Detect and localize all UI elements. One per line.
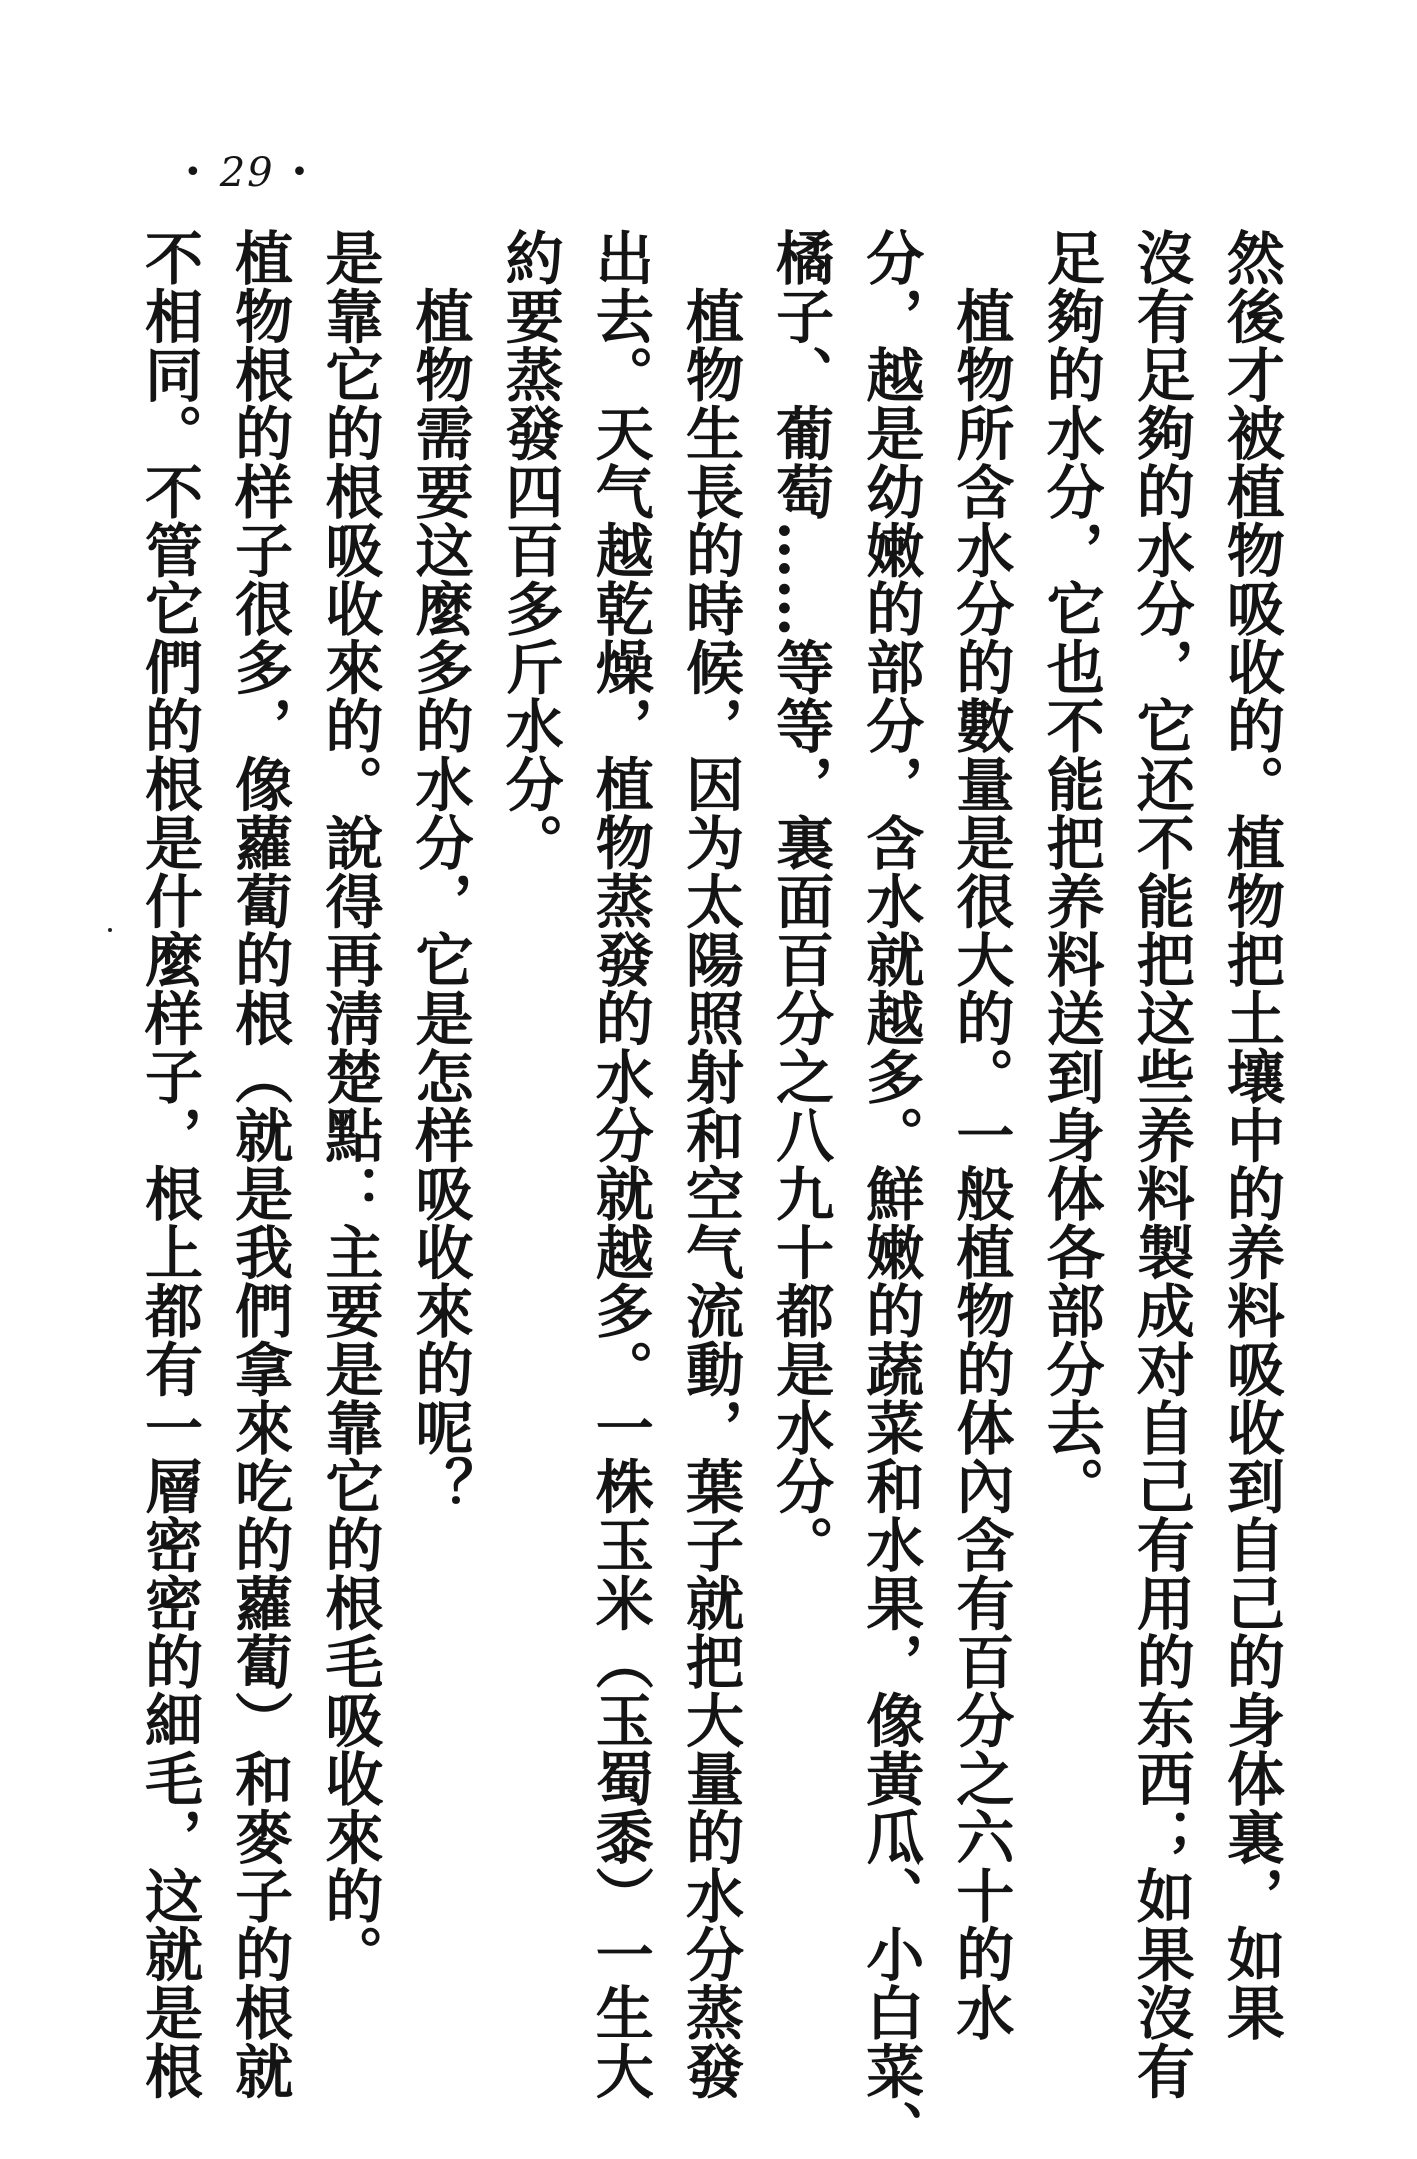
text-column-10: 植物需要这麼多的水分，它是怎样吸收來的呢？	[405, 228, 474, 1515]
text-column-4: 植物所含水分的數量是很大的。一般植物的体內含有百分之六十的水	[946, 228, 1015, 2042]
vertical-text-block	[135, 228, 1285, 2159]
text-column-7: 植物生長的時候，因为太陽照射和空气流動，葉子就把大量的水分蒸發	[675, 228, 744, 2100]
text-column-3: 足夠的水分，它也不能把养料送到身体各部分去。	[1036, 228, 1105, 1515]
text-column-1: 然後才被植物吸收的。植物把土壤中的养料吸收到自己的身体裏，如果	[1216, 228, 1285, 2042]
text-column-2: 沒有足夠的水分，它还不能把这些养料製成对自己有用的东西；如果沒有	[1126, 228, 1195, 2100]
text-column-12: 植物根的样子很多，像蘿蔔的根（就是我們拿來吃的蘿蔔）和麥子的根就	[225, 228, 294, 2100]
ink-speck	[108, 928, 112, 932]
page-number	[168, 150, 326, 196]
page-number-dot-left: •	[184, 155, 204, 190]
text-column-6: 橘子、葡萄……等等，裏面百分之八九十都是水分。	[766, 228, 835, 1574]
text-column-9: 約要蒸發四百多斤水分。	[495, 228, 564, 872]
text-column-13: 不相同。不管它們的根是什麼样子，根上都有一層密密的細毛，这就是根	[135, 228, 203, 2100]
text-column-5: 分，越是幼嫩的部分，含水就越多。鮮嫩的蔬菜和水果，像黃瓜、小白菜、	[856, 228, 925, 2159]
text-column-8: 出去。天气越乾燥，植物蒸發的水分就越多。一株玉米（玉蜀黍）一生大	[585, 228, 654, 2100]
page-number-value: 29	[219, 150, 275, 196]
page-number-dot-right: •	[290, 155, 311, 190]
text-column-11: 是靠它的根吸收來的。說得再淸楚點：主要是靠它的根毛吸收來的。	[315, 228, 384, 1983]
